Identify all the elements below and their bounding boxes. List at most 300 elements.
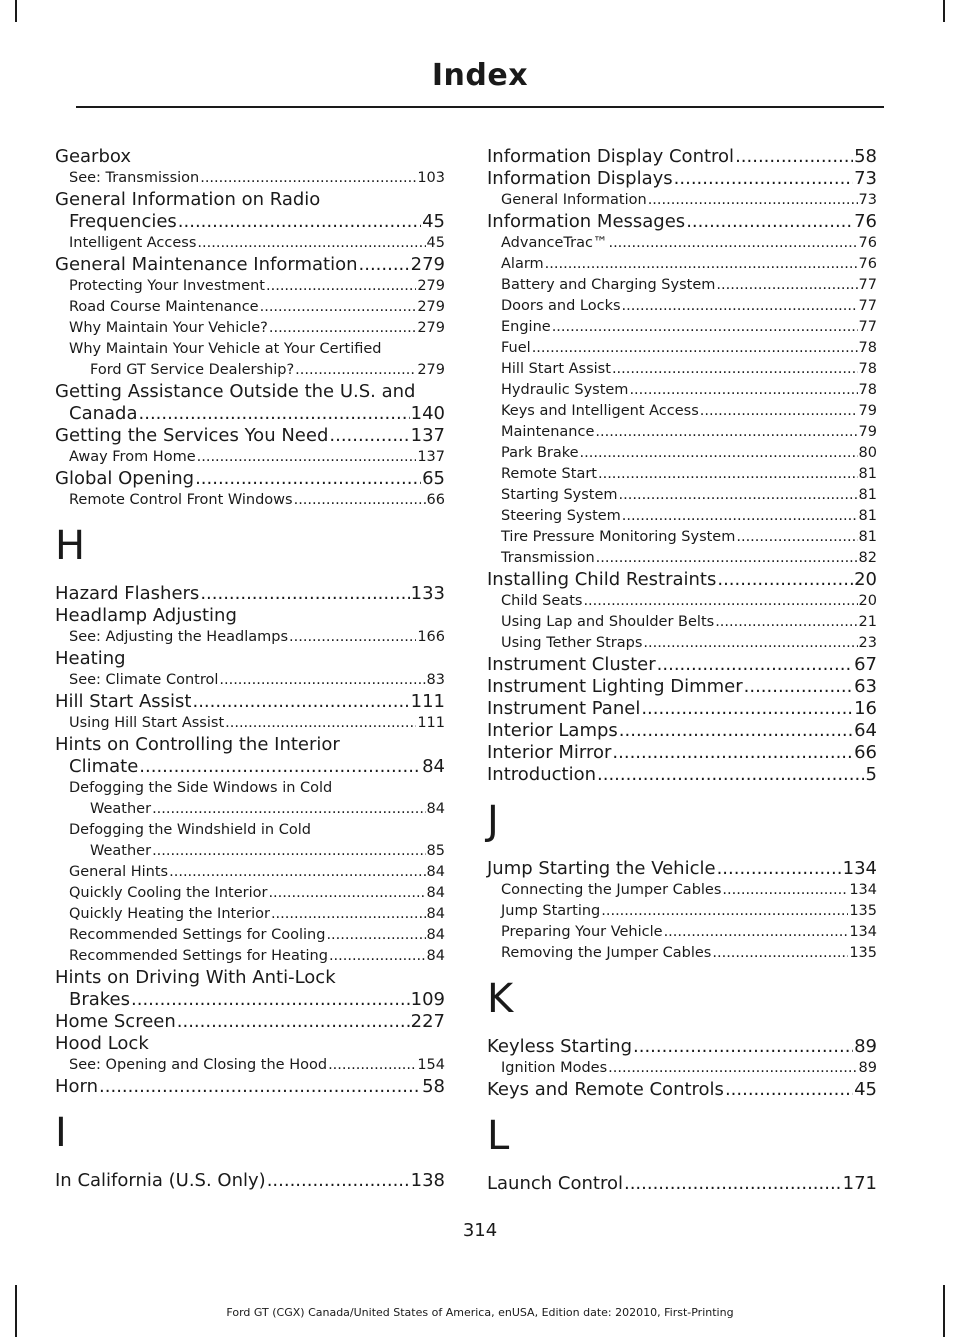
entry-page-number: 78 [858,361,877,377]
entry-page-number: 84 [426,927,445,943]
dot-leader [597,764,865,786]
index-entry[interactable] [69,799,445,820]
entry-text: Steering System [501,508,621,524]
entry-text-line1: Defogging the Side Windows in Cold [69,780,333,796]
index-entry[interactable] [487,401,877,422]
page-number: 314 [462,1220,498,1241]
entry-text: Instrument Lighting Dimmer [487,676,743,697]
index-entry[interactable] [487,359,877,380]
dot-leader [177,1011,410,1033]
entry-text: General Information [501,192,647,208]
index-entry[interactable] [487,211,877,233]
index-entry[interactable] [55,862,445,883]
index-entry[interactable] [55,670,445,691]
entry-page-number: 227 [410,1011,445,1032]
index-entry[interactable] [55,490,445,511]
entry-page-number: 20 [854,569,877,590]
index-entry[interactable] [487,1173,877,1195]
entry-text: Ford GT Service Dealership? [90,362,295,378]
dot-leader [329,946,426,967]
entry-page-number: 45 [426,235,445,251]
entry-text: Horn [55,1076,99,1097]
dot-leader [717,858,842,880]
index-entry[interactable] [55,254,445,276]
dot-leader [601,901,848,922]
entry-text: Hydraulic System [501,382,629,398]
crop-mark-top-right [943,0,945,22]
dot-leader [657,654,853,676]
index-entry[interactable] [487,901,877,922]
index-entry[interactable] [55,297,445,318]
entry-page-number: 65 [422,468,445,489]
entry-text: Hill Start Assist [501,361,611,377]
entry-page-number: 171 [842,1173,877,1194]
entry-text: Interior Lamps [487,720,618,741]
index-entry[interactable] [487,485,877,506]
index-entry[interactable] [55,627,445,648]
dot-leader [716,275,857,296]
entry-text: Instrument Cluster [487,654,656,675]
index-entry[interactable] [487,1058,877,1079]
dot-leader [717,569,853,591]
index-entry[interactable] [487,380,877,401]
section-letter-heading: K [487,976,514,1022]
index-entry[interactable] [487,338,877,359]
index-entry[interactable] [487,317,877,338]
entry-page-number: 82 [858,550,877,566]
dot-leader [629,380,857,401]
dot-leader [648,190,858,211]
index-entry[interactable] [487,443,877,464]
dot-leader [99,1076,421,1098]
index-entry[interactable] [55,211,445,233]
dot-leader [359,254,410,276]
index-entry[interactable] [55,605,445,627]
entry-text: Recommended Settings for Cooling [69,927,326,943]
entry-text: Park Brake [501,445,579,461]
entry-page-number: 83 [426,672,445,688]
entry-text: Headlamp Adjusting [55,605,237,626]
index-column-right [487,146,877,1195]
entry-text: Information Display Control [487,146,735,167]
index-entry-wrapped [55,189,445,233]
dot-leader [152,799,425,820]
index-entry[interactable] [55,425,445,447]
entry-page-number: 80 [858,445,877,461]
section-letter-heading: H [55,523,86,569]
entry-text: See: Transmission [69,170,200,186]
dot-leader [744,676,853,698]
entry-page-number: 81 [858,529,877,545]
entry-page-number: 76 [858,235,877,251]
dot-leader [329,425,409,447]
entry-page-number: 67 [854,654,877,675]
entry-page-number: 279 [410,254,445,275]
dot-leader [269,318,416,339]
dot-leader [225,713,416,734]
index-entry[interactable] [69,360,445,381]
index-entry[interactable] [487,190,877,211]
entry-text: Battery and Charging System [501,277,716,293]
index-entry[interactable] [487,168,877,190]
entry-page-number: 81 [858,466,877,482]
entry-text: Getting the Services You Need [55,425,329,446]
dot-leader [624,1173,842,1195]
entry-page-number: 134 [849,924,877,940]
entry-page-number: 166 [417,629,445,645]
entry-page-number: 20 [858,593,877,609]
dot-leader [722,880,848,901]
index-entry[interactable] [487,742,877,764]
entry-text: Keyless Starting [487,1036,632,1057]
index-entry-wrapped [55,339,445,381]
entry-text: Jump Starting the Vehicle [487,858,716,879]
entry-text: Preparing Your Vehicle [501,924,663,940]
index-entry[interactable] [487,275,877,296]
index-entry[interactable] [487,233,877,254]
entry-text: Transmission [501,550,595,566]
entry-page-number: 154 [417,1057,445,1073]
entry-text: Heating [55,648,126,669]
index-entry[interactable] [55,691,445,713]
entry-text: See: Climate Control [69,672,219,688]
entry-page-number: 140 [410,403,445,424]
index-entry[interactable] [487,858,877,880]
entry-page-number: 135 [849,945,877,961]
dot-leader [608,233,857,254]
entry-text: General Maintenance Information [55,254,358,275]
entry-page-number: 137 [417,449,445,465]
index-entry[interactable] [487,506,877,527]
entry-page-number: 89 [858,1060,877,1076]
index-entry-wrapped [55,967,445,1011]
entry-text-line1: General Information on Radio [55,189,321,210]
entry-page-number: 79 [858,424,877,440]
index-entry[interactable] [487,654,877,676]
entry-text: Global Opening [55,468,195,489]
dot-leader [152,841,425,862]
entry-text: Climate [69,756,139,777]
dot-leader [260,297,417,318]
entry-page-number: 66 [426,492,445,508]
entry-text: Protecting Your Investment [69,278,265,294]
dot-leader [552,317,858,338]
dot-leader [622,506,858,527]
dot-leader [633,1036,853,1058]
index-entry[interactable] [55,403,445,425]
entry-page-number: 45 [854,1079,877,1100]
entry-page-number: 78 [858,382,877,398]
entry-text: Brakes [69,989,131,1010]
dot-leader [295,360,416,381]
section-letter-heading: L [487,1113,510,1159]
entry-page-number: 81 [858,487,877,503]
page-title: Index [431,58,529,93]
entry-text: Information Messages [487,211,686,232]
entry-text: Hill Start Assist [55,691,192,712]
entry-page-number: 279 [417,362,445,378]
index-entry[interactable] [487,764,877,786]
entry-text: General Hints [69,864,169,880]
index-entry[interactable] [69,841,445,862]
dot-leader [326,925,425,946]
dot-leader [641,698,853,720]
index-entry[interactable] [487,943,877,964]
entry-page-number: 84 [426,885,445,901]
entry-page-number: 45 [422,211,445,232]
entry-page-number: 85 [426,843,445,859]
entry-text: Weather [90,843,152,859]
entry-page-number: 103 [417,170,445,186]
header-divider [76,106,884,108]
entry-page-number: 84 [422,756,445,777]
dot-leader [612,742,853,764]
entry-text: Instrument Panel [487,698,641,719]
index-entry[interactable] [487,464,877,485]
entry-page-number: 77 [858,298,877,314]
entry-text: Frequencies [69,211,177,232]
dot-leader [197,233,425,254]
dot-leader [595,422,857,443]
index-entry[interactable] [55,233,445,254]
index-entry[interactable] [487,527,877,548]
dot-leader [583,591,857,612]
entry-text: Home Screen [55,1011,176,1032]
entry-page-number: 58 [422,1076,445,1097]
dot-leader [712,943,848,964]
dot-leader [169,862,425,883]
index-entry[interactable] [55,648,445,670]
entry-page-number: 81 [858,508,877,524]
index-entry[interactable] [55,146,445,168]
entry-text-line1: Defogging the Windshield in Cold [69,822,311,838]
entry-text: Canada [69,403,138,424]
index-entry[interactable] [55,276,445,297]
entry-text: AdvanceTrac™ [501,235,608,251]
entry-page-number: 23 [858,635,877,651]
entry-page-number: 76 [854,211,877,232]
entry-text: Keys and Intelligent Access [501,403,699,419]
entry-text: Quickly Heating the Interior [69,906,270,922]
dot-leader [643,633,857,654]
index-entry[interactable] [487,422,877,443]
index-entry[interactable] [55,447,445,468]
entry-page-number: 5 [865,764,877,785]
dot-leader [580,443,858,464]
index-entry[interactable] [55,1055,445,1076]
index-entry[interactable] [55,168,445,189]
entry-page-number: 63 [854,676,877,697]
dot-leader [197,447,417,468]
index-entry[interactable] [487,1079,877,1101]
entry-page-number: 66 [854,742,877,763]
entry-text: Remote Start [501,466,597,482]
crop-mark-top-left [15,0,17,22]
dot-leader [664,922,849,943]
section-letter-heading: J [487,798,499,844]
index-entry[interactable] [55,1011,445,1033]
index-entry[interactable] [55,583,445,605]
dot-leader [715,612,857,633]
entry-text: Child Seats [501,593,583,609]
dot-leader [294,490,426,511]
index-entry[interactable] [487,569,877,591]
dot-leader [619,485,858,506]
entry-text: Keys and Remote Controls [487,1079,724,1100]
dot-leader [200,168,416,189]
entry-page-number: 134 [849,882,877,898]
entry-page-number: 135 [849,903,877,919]
index-entry[interactable] [487,633,877,654]
dot-leader [700,401,858,422]
entry-text: Removing the Jumper Cables [501,945,712,961]
entry-page-number: 64 [854,720,877,741]
entry-text: Doors and Locks [501,298,621,314]
entry-page-number: 73 [854,168,877,189]
index-entry[interactable] [487,591,877,612]
entry-text: Away From Home [69,449,196,465]
entry-text: Connecting the Jumper Cables [501,882,722,898]
entry-text: See: Opening and Closing the Hood [69,1057,328,1073]
entry-text: Remote Control Front Windows [69,492,293,508]
index-entry[interactable] [487,296,877,317]
dot-leader [686,211,853,233]
dot-leader [267,1170,410,1192]
index-entry[interactable] [487,880,877,901]
dot-leader [545,254,858,275]
dot-leader [178,211,421,233]
index-entry[interactable] [55,713,445,734]
index-entry[interactable] [487,676,877,698]
entry-page-number: 84 [426,948,445,964]
dot-leader [192,691,409,713]
entry-text: In California (U.S. Only) [55,1170,266,1191]
index-entry[interactable] [55,904,445,925]
index-entry-wrapped [55,820,445,862]
entry-text-line1: Hints on Controlling the Interior [55,734,340,755]
entry-text: Starting System [501,487,618,503]
index-entry[interactable] [487,720,877,742]
dot-leader [200,583,409,605]
entry-page-number: 279 [417,299,445,315]
dot-leader [619,720,853,742]
entry-text: Road Course Maintenance [69,299,259,315]
entry-page-number: 78 [858,340,877,356]
dot-leader [268,883,425,904]
index-entry[interactable] [55,756,445,778]
entry-text: Using Hill Start Assist [69,715,225,731]
entry-text: Using Lap and Shoulder Belts [501,614,715,630]
entry-page-number: 89 [854,1036,877,1057]
entry-page-number: 133 [410,583,445,604]
index-entry[interactable] [55,883,445,904]
entry-text: Quickly Cooling the Interior [69,885,268,901]
entry-text: Using Tether Straps [501,635,643,651]
index-entry[interactable] [487,698,877,720]
entry-page-number: 138 [410,1170,445,1191]
index-entry[interactable] [487,146,877,168]
dot-leader [139,403,410,425]
entry-text: Hood Lock [55,1033,149,1054]
entry-text: Intelligent Access [69,235,197,251]
entry-page-number: 111 [417,715,445,731]
dot-leader [596,548,858,569]
entry-text: Installing Child Restraints [487,569,717,590]
entry-page-number: 58 [854,146,877,167]
entry-text: Introduction [487,764,597,785]
dot-leader [139,756,421,778]
dot-leader [608,1058,857,1079]
dot-leader [219,670,425,691]
index-column-left [55,146,445,1192]
entry-page-number: 134 [842,858,877,879]
index-entry[interactable] [55,1033,445,1055]
entry-text: Recommended Settings for Heating [69,948,328,964]
entry-text: Ignition Modes [501,1060,608,1076]
entry-page-number: 137 [410,425,445,446]
index-entry[interactable] [487,548,877,569]
index-entry[interactable] [55,925,445,946]
entry-text: Maintenance [501,424,595,440]
index-entry[interactable] [487,922,877,943]
dot-leader [131,989,410,1011]
dot-leader [725,1079,853,1101]
entry-text: Alarm [501,256,544,272]
dot-leader [622,296,858,317]
index-entry[interactable] [487,254,877,275]
entry-text: Jump Starting [501,903,601,919]
dot-leader [532,338,858,359]
entry-page-number: 279 [417,278,445,294]
entry-page-number: 84 [426,906,445,922]
dot-leader [271,904,426,925]
entry-text: Interior Mirror [487,742,612,763]
entry-text: Gearbox [55,146,131,167]
index-entry[interactable] [55,989,445,1011]
index-entry[interactable] [55,318,445,339]
entry-page-number: 73 [858,192,877,208]
entry-page-number: 77 [858,319,877,335]
dot-leader [735,146,853,168]
entry-text-line1: Getting Assistance Outside the U.S. and [55,381,416,402]
entry-page-number: 109 [410,989,445,1010]
index-entry[interactable] [55,946,445,967]
dot-leader [598,464,858,485]
entry-page-number: 21 [858,614,877,630]
entry-page-number: 76 [858,256,877,272]
index-entry[interactable] [55,1170,445,1192]
index-entry[interactable] [487,1036,877,1058]
index-entry[interactable] [55,1076,445,1098]
entry-page-number: 84 [426,864,445,880]
index-entry[interactable] [487,612,877,633]
entry-text: Hazard Flashers [55,583,200,604]
entry-text: Fuel [501,340,531,356]
index-entry-wrapped [55,381,445,425]
dot-leader [674,168,853,190]
index-entry[interactable] [55,468,445,490]
entry-text: Information Displays [487,168,673,189]
entry-text-line1: Hints on Driving With Anti-Lock [55,967,336,988]
dot-leader [736,527,857,548]
entry-page-number: 77 [858,277,877,293]
entry-text: Tire Pressure Monitoring System [501,529,736,545]
entry-text: Why Maintain Your Vehicle? [69,320,268,336]
entry-text-line1: Why Maintain Your Vehicle at Your Certified [69,341,382,357]
entry-text: Engine [501,319,551,335]
index-entry-wrapped [55,734,445,778]
section-letter-heading: I [55,1110,67,1156]
